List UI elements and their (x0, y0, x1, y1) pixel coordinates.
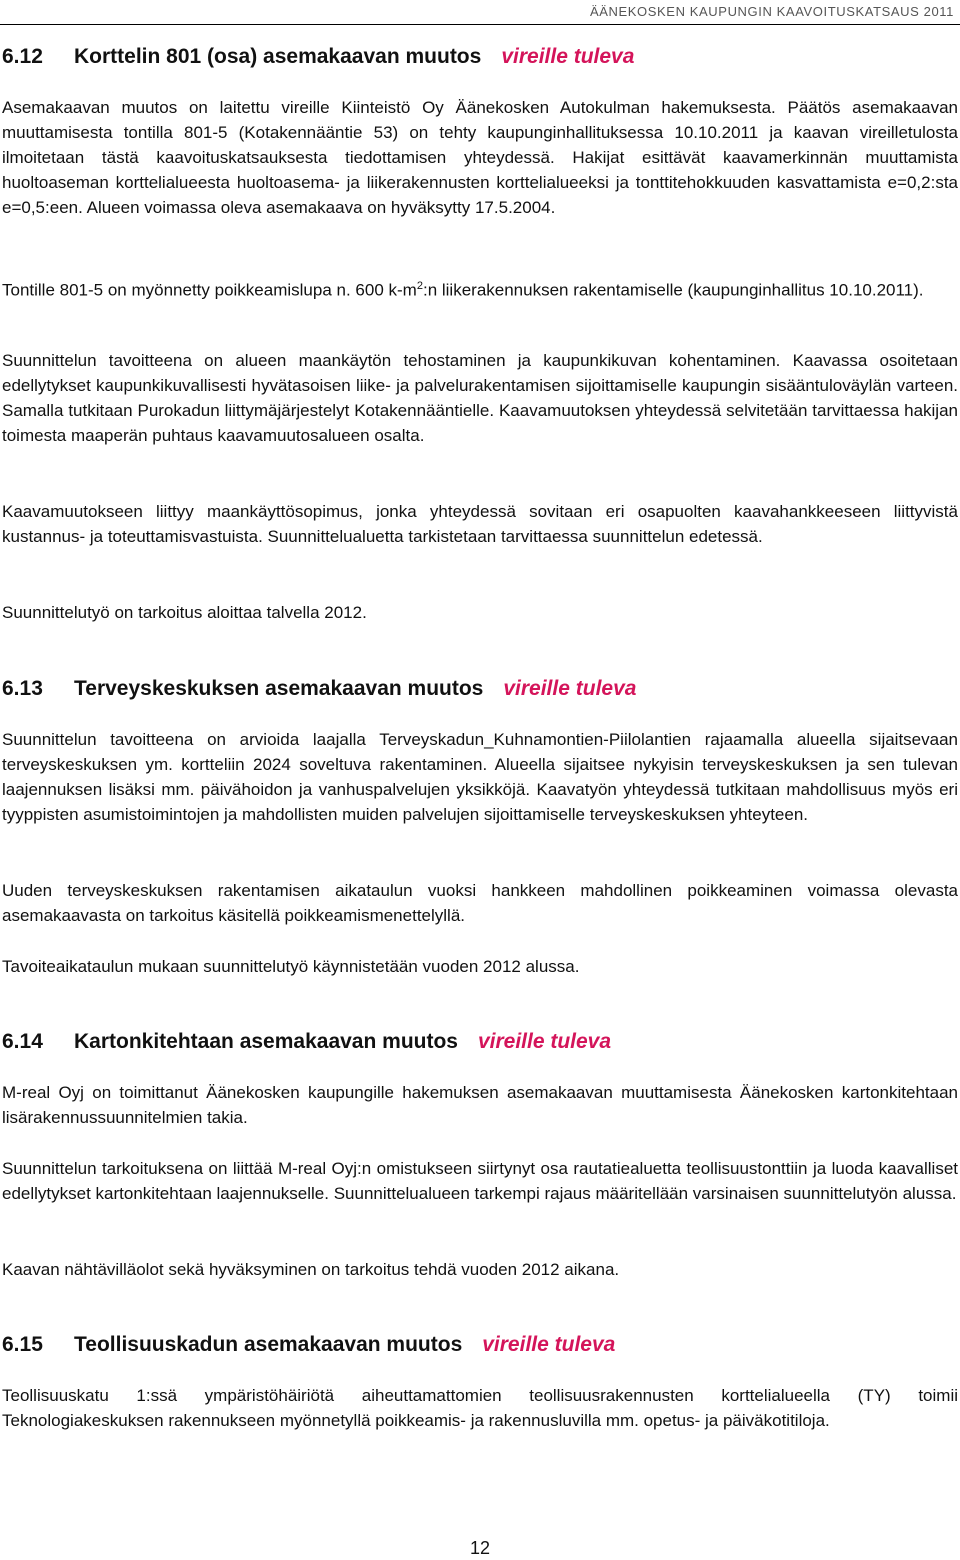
section-6-14-paragraph-1 (2, 1080, 958, 1130)
paragraph: Tavoiteaikataulun mukaan suunnittelutyö käynnistetään vuoden 2012 alussa. (2, 957, 580, 976)
paragraph: Teollisuuskatu 1:ssä ympäristöhäiriötä aiheuttamattomien teollisuusrakennusten korttelialueella (TY) toimii Teknologiakeskuksen rakennukseen myönnetyllä poikkeamis- ja rakennusluvilla mm. opetus- ja päiväkotitiloja. (2, 1386, 958, 1430)
section-6-14-paragraph-3 (2, 1257, 958, 1282)
paragraph: Suunnittelun tarkoituksena on liittää M-real Oyj:n omistukseen siirtynyt osa rautatiealuetta teollisuustonttiin ja luoda kaavalliset edellytykset kartonkitehtaan laajennukselle. Suunnittelualueen tarkempi rajaus määritellään varsinaisen suunnittelutyön alussa. (2, 1159, 958, 1203)
section-number: 6.15 (2, 1333, 43, 1356)
section-heading (2, 676, 958, 702)
section-title: Terveyskeskuksen asemakaavan muutos (74, 677, 484, 700)
superscript: 2 (416, 280, 423, 292)
paragraph: Suunnittelun tavoitteena on arvioida laajalla Terveyskadun_Kuhnamontien-Piilolantien rajaamalla alueella sijaitsevaan terveyskeskuksen ym. kortteliin 2024 soveltuva rakentaminen. Alueella sijaitsee nykyisin terveyskeskuksen ja sen tulevan laajennuksen lisäksi mm. päivähoidon ja vanhuspalvelujen yksikköjä. Kaavatyön yhteydessä tutkitaan mahdollisuus myös eri tyyppisten asumistoimintojen ja mahdollisten muiden palvelujen sijoittamiselle terveyskeskuksen yhteyteen. (2, 730, 958, 824)
paragraph: Asemakaavan muutos on laitettu vireille Kiinteistö Oy Äänekosken Autokulman hakemuksesta. Päätös asemakaavan muuttamisesta tontilla 801-5 (Kotakennääntie 53) on tehty kaupunginhallituksessa 10.10.2011 ja kaavan vireilletulosta ilmoitetaan tästä kaavoituskatsauksesta tiedottamisen yhteydessä. Hakijat esittävät kaavamerkinnän muuttamista huoltoaseman korttelialueesta huoltoasema- ja liikerakennusten korttelialueeksi ja tonttitehokkuuden kasvattamista e=0,2:sta e=0,5:een. Alueen voimassa oleva asemakaava on hyväksytty 17.5.2004. (2, 98, 958, 217)
section-6-13-paragraph-2 (2, 878, 958, 928)
section-heading (2, 44, 958, 70)
paragraph (2, 274, 958, 303)
section-status: vireille tuleva (482, 1333, 616, 1356)
running-header: ÄÄNEKOSKEN KAUPUNGIN KAAVOITUSKATSAUS 2011 (589, 4, 954, 19)
section-6-12-heading (2, 44, 958, 70)
paragraph: Suunnittelun tavoitteena on alueen maankäytön tehostaminen ja kaupunkikuvan kohentaminen. Kaavassa osoitetaan edellytykset kaupunkikuvallisesti hyvätasoisen liike- ja palvelurakentamisen sijoittamiselle kaupungin sisääntuloväylän varteen. Samalla tutkitaan Purokadun liittymäjärjestelyt Kotakennääntielle. Kaavamuutoksen yhteydessä selvitetään tarvittaessa hakijan toimesta maaperän puhtaus kaavamuutosalueen osalta. (2, 351, 958, 445)
section-heading (2, 1332, 958, 1358)
section-6-14-paragraph-2 (2, 1156, 958, 1206)
section-title: Teollisuuskadun asemakaavan muutos (74, 1333, 463, 1356)
section-6-12-paragraph-4 (2, 499, 958, 549)
section-6-15-paragraph-1 (2, 1383, 958, 1433)
section-title: Kartonkitehtaan asemakaavan muutos (74, 1030, 458, 1053)
section-status: vireille tuleva (477, 1030, 612, 1053)
paragraph: Suunnittelutyö on tarkoitus aloittaa talvella 2012. (2, 603, 367, 622)
page-number: 12 (469, 1538, 491, 1558)
section-heading (2, 1029, 958, 1055)
paragraph: Uuden terveyskeskuksen rakentamisen aikataulun vuoksi hankkeen mahdollinen poikkeaminen voimassa olevasta asemakaavasta on tarkoitus käsitellä poikkeamismenettelyllä. (2, 881, 958, 925)
section-6-12-paragraph-2 (2, 274, 958, 303)
section-6-13-paragraph-1 (2, 727, 958, 827)
section-number: 6.14 (2, 1030, 43, 1053)
section-6-12-paragraph-5 (2, 600, 958, 625)
paragraph-text: :n liikerakennuksen rakentamiselle (kaupunginhallitus 10.10.2011). (422, 280, 924, 300)
paragraph: Kaavan nähtävilläolot sekä hyväksyminen on tarkoitus tehdä vuoden 2012 aikana. (2, 1260, 620, 1279)
section-number: 6.12 (2, 45, 43, 68)
section-6-12-paragraph-1 (2, 95, 958, 220)
header-rule (0, 24, 960, 25)
section-6-13-heading (2, 676, 958, 702)
section-status: vireille tuleva (503, 677, 637, 700)
paragraph-text: Tontille 801-5 on myönnetty poikkeamislupa n. 600 k-m (2, 280, 417, 300)
section-status: vireille tuleva (501, 45, 635, 68)
paragraph: Kaavamuutokseen liittyy maankäyttösopimus, jonka yhteydessä sovitaan eri osapuolten kaavahankkeeseen liittyvistä kustannus- ja toteuttamisvastuista. Suunnittelualuetta tarkistetaan tarvittaessa suunnittelun edetessä. (2, 502, 958, 546)
section-number: 6.13 (2, 677, 43, 700)
section-title: Korttelin 801 (osa) asemakaavan muutos (74, 45, 482, 68)
paragraph: M-real Oyj on toimittanut Äänekosken kaupungille hakemuksen asemakaavan muuttamisesta Äänekosken kartonkitehtaan lisärakennussuunnitelmien takia. (2, 1083, 958, 1127)
section-6-13-paragraph-3 (2, 954, 958, 979)
section-6-12-paragraph-3 (2, 348, 958, 448)
section-6-15-heading (2, 1332, 958, 1358)
section-6-14-heading (2, 1029, 958, 1055)
